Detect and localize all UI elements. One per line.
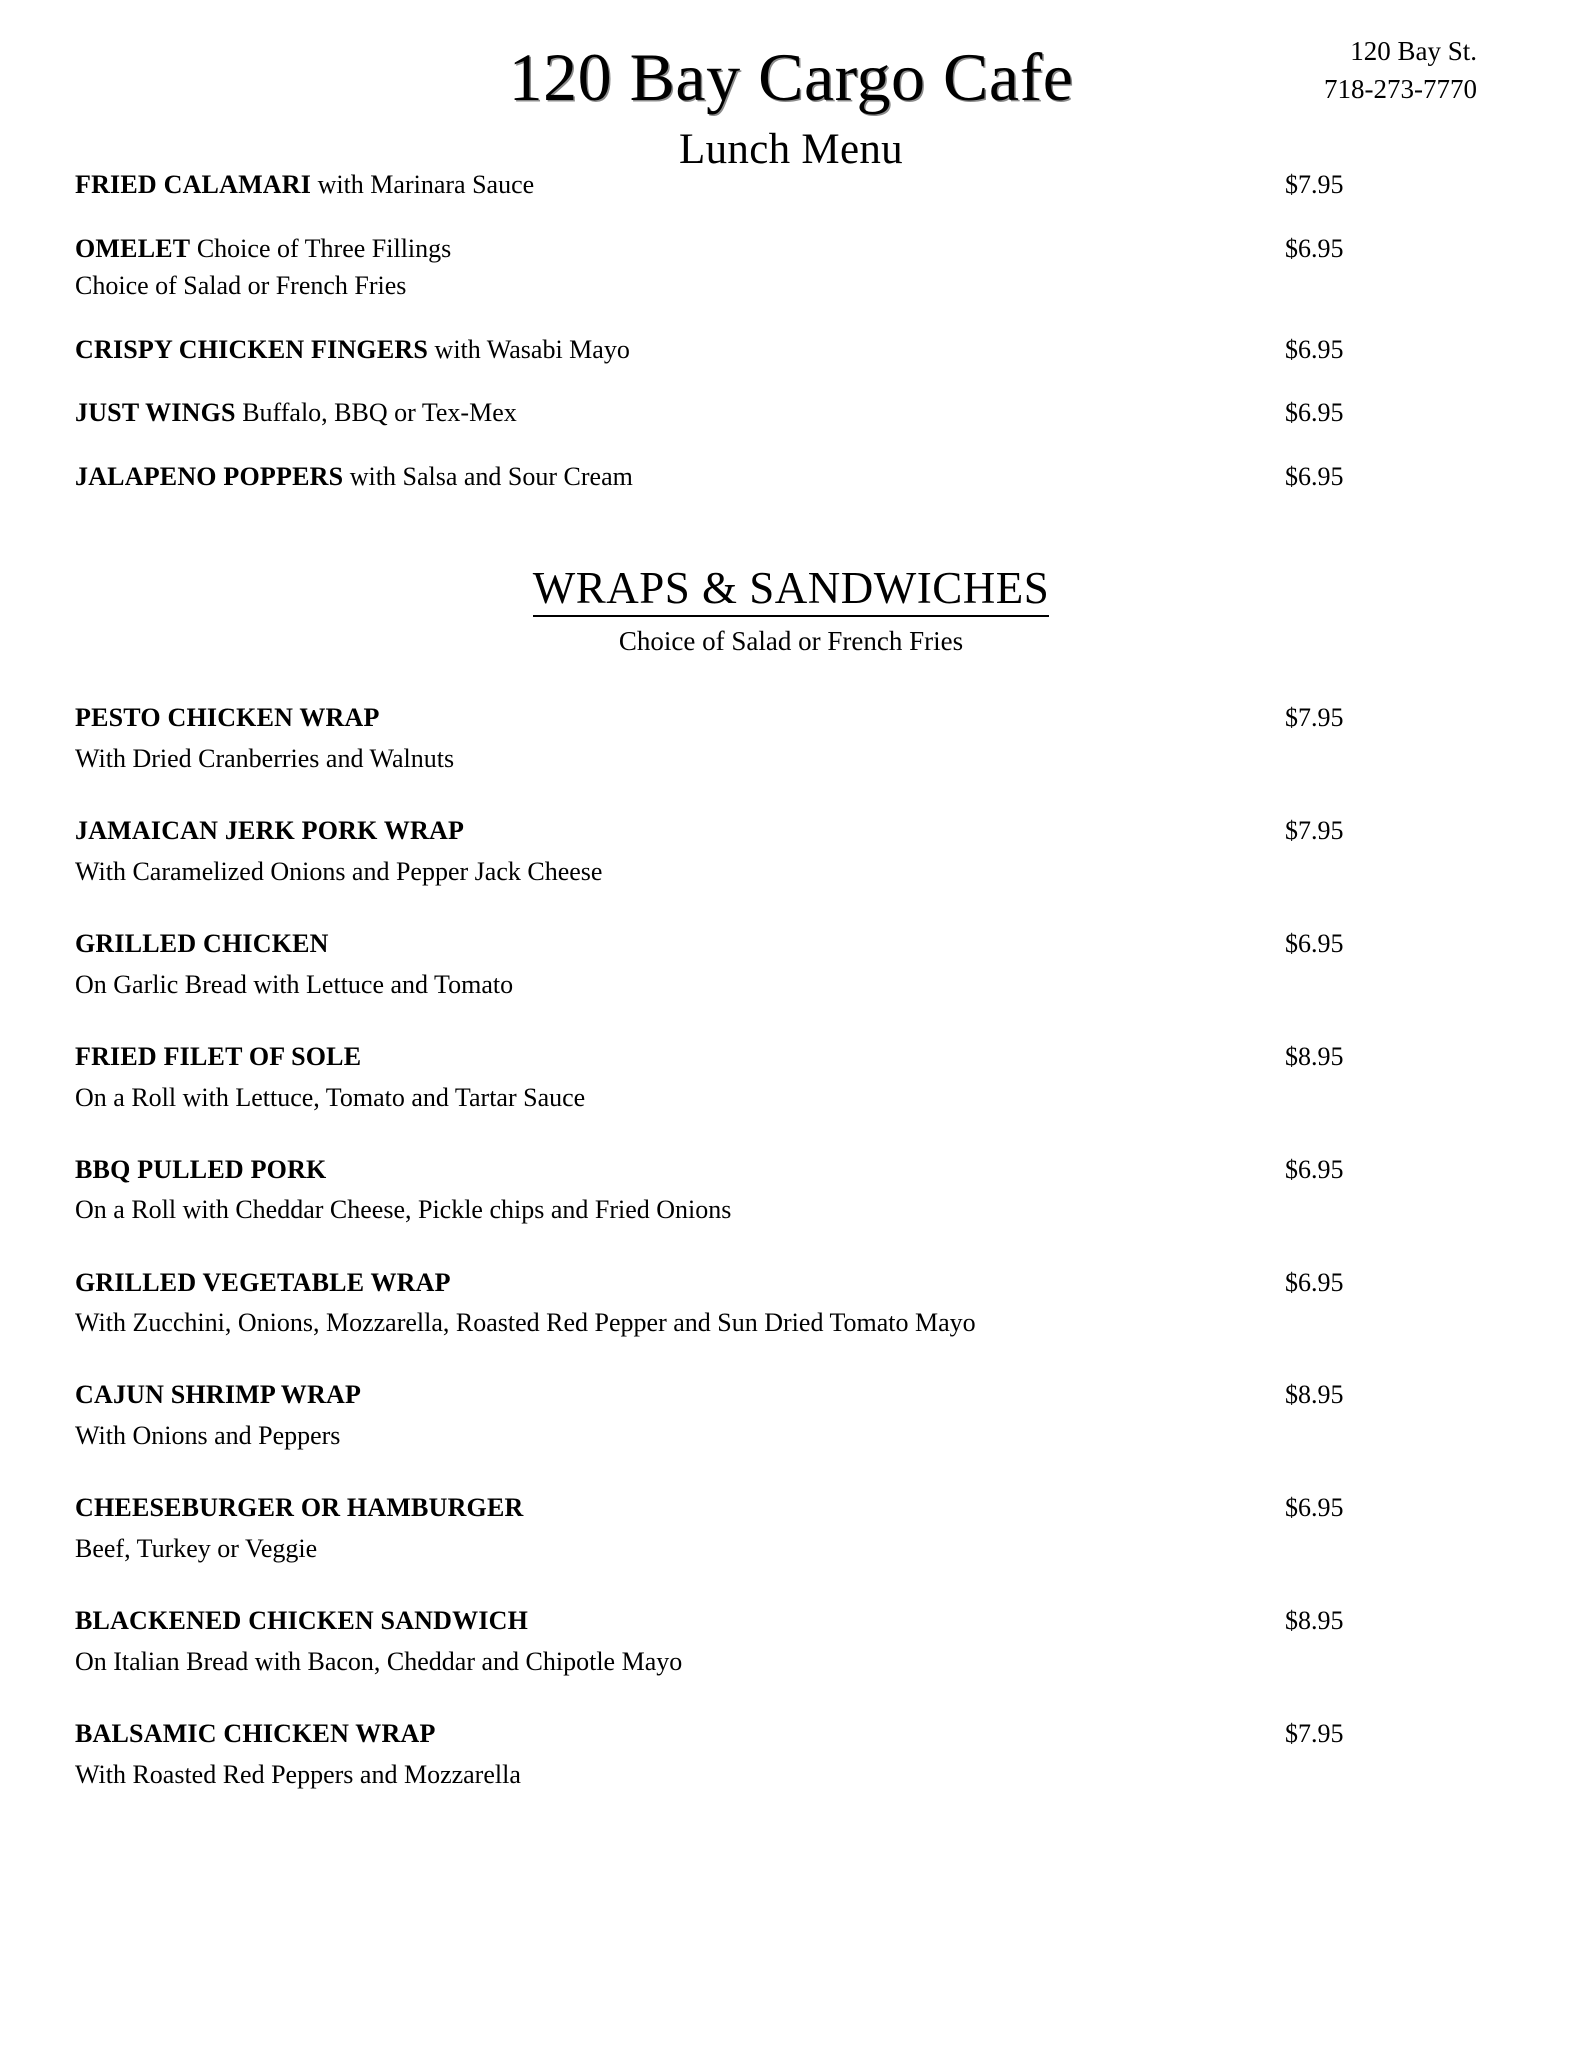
item-price: $8.95 <box>1285 1606 1344 1636</box>
item-price: $6.95 <box>1285 398 1344 428</box>
section-note: Choice of Salad or French Fries <box>618 626 964 657</box>
item-description: With Zucchini, Onions, Mozzarella, Roasted Red Pepper and Sun Dried Tomato Mayo <box>75 1308 976 1338</box>
item-headline <box>75 814 1507 848</box>
item-name: PESTO CHICKEN WRAP <box>75 703 380 733</box>
item-description: On a Roll with Cheddar Cheese, Pickle chips and Fried Onions <box>75 1195 732 1225</box>
item-description: Beef, Turkey or Veggie <box>75 1534 318 1564</box>
item-description: On Garlic Bread with Lettuce and Tomato <box>75 969 514 999</box>
item-price: $6.95 <box>1285 928 1344 958</box>
item-inline-description: with Marinara Sauce <box>311 170 535 199</box>
item-name: FRIED CALAMARI <box>75 170 312 199</box>
list-item <box>75 232 1507 303</box>
section-title <box>75 562 1507 614</box>
item-price: $6.95 <box>1285 462 1344 492</box>
list-item <box>75 814 1507 889</box>
item-price: $7.95 <box>1285 170 1344 199</box>
item-price: $7.95 <box>1285 815 1344 845</box>
item-headline <box>75 1717 1507 1751</box>
item-price: $8.95 <box>1285 1041 1344 1071</box>
item-headline <box>75 168 1507 202</box>
item-name: CRISPY CHICKEN FINGERS <box>75 334 429 364</box>
address-line: 120 Bay St. <box>1350 36 1477 66</box>
item-headline <box>75 1153 1507 1187</box>
item-headline <box>75 1266 1507 1300</box>
contact-info <box>1324 32 1477 109</box>
wraps-sandwiches-section <box>75 562 1507 1792</box>
item-name: CHEESEBURGER OR HAMBURGER <box>75 1493 524 1523</box>
item-headline <box>75 701 1507 735</box>
list-item <box>75 460 1507 494</box>
list-item <box>75 396 1507 430</box>
item-description: With Roasted Red Peppers and Mozzarella <box>75 1759 521 1789</box>
item-description: On a Roll with Lettuce, Tomato and Tartar Sauce <box>75 1082 586 1112</box>
item-price: $6.95 <box>1285 1154 1344 1184</box>
item-name: OMELET <box>75 233 191 263</box>
item-headline <box>75 927 1507 961</box>
list-item <box>75 927 1507 1002</box>
list-item <box>75 1153 1507 1228</box>
item-name: BBQ PULLED PORK <box>75 1154 327 1184</box>
item-name: BALSAMIC CHICKEN WRAP <box>75 1719 436 1749</box>
item-price: $8.95 <box>1285 1380 1344 1410</box>
wraps-list <box>75 701 1507 1792</box>
item-price: $6.95 <box>1285 1267 1344 1297</box>
item-name: JUST WINGS <box>75 398 236 428</box>
menu-subtitle: Lunch Menu <box>679 126 903 173</box>
list-item <box>75 333 1507 367</box>
menu-header <box>75 0 1507 173</box>
item-name: GRILLED CHICKEN <box>75 928 329 958</box>
item-headline <box>75 1491 1507 1525</box>
list-item <box>75 1266 1507 1341</box>
item-headline <box>75 1040 1507 1074</box>
list-item <box>75 168 1507 202</box>
list-item <box>75 701 1507 776</box>
item-name: JALAPENO POPPERS <box>75 462 344 492</box>
list-item <box>75 1040 1507 1115</box>
item-price: $7.95 <box>1285 1719 1344 1749</box>
section-title-text: WRAPS & SANDWICHES <box>533 563 1050 617</box>
item-description: With Dried Cranberries and Walnuts <box>75 743 455 773</box>
item-name: FRIED FILET OF SOLE <box>75 1041 362 1071</box>
list-item <box>75 1491 1507 1566</box>
item-description: With Caramelized Onions and Pepper Jack Cheese <box>75 856 603 886</box>
item-price: $6.95 <box>1285 334 1344 364</box>
list-item <box>75 1717 1507 1792</box>
phone-line: 718-273-7770 <box>1324 74 1477 105</box>
item-inline-description: with Wasabi Mayo <box>428 334 630 364</box>
item-description: Choice of Salad or French Fries <box>75 270 407 300</box>
item-name: CAJUN SHRIMP WRAP <box>75 1380 362 1410</box>
item-description: With Onions and Peppers <box>75 1421 341 1451</box>
item-headline <box>75 460 1507 494</box>
item-price: $7.95 <box>1285 703 1344 733</box>
list-item <box>75 1378 1507 1453</box>
list-item <box>75 1604 1507 1679</box>
item-inline-description: Buffalo, BBQ or Tex-Mex <box>235 398 517 428</box>
item-inline-description: with Salsa and Sour Cream <box>343 462 633 492</box>
item-headline <box>75 232 1507 266</box>
item-inline-description: Choice of Three Fillings <box>190 233 452 263</box>
item-headline <box>75 1604 1507 1638</box>
item-headline <box>75 1378 1507 1412</box>
item-headline <box>75 396 1507 430</box>
page-title: 120 Bay Cargo Cafe <box>508 39 1074 115</box>
item-name: GRILLED VEGETABLE WRAP <box>75 1267 451 1297</box>
item-headline <box>75 333 1507 367</box>
item-name: JAMAICAN JERK PORK WRAP <box>75 815 465 845</box>
item-price: $6.95 <box>1285 233 1344 263</box>
item-price: $6.95 <box>1285 1493 1344 1523</box>
item-description: On Italian Bread with Bacon, Cheddar and Chipotle Mayo <box>75 1647 683 1676</box>
appetizers-list <box>75 168 1507 494</box>
item-name: BLACKENED CHICKEN SANDWICH <box>75 1606 529 1636</box>
